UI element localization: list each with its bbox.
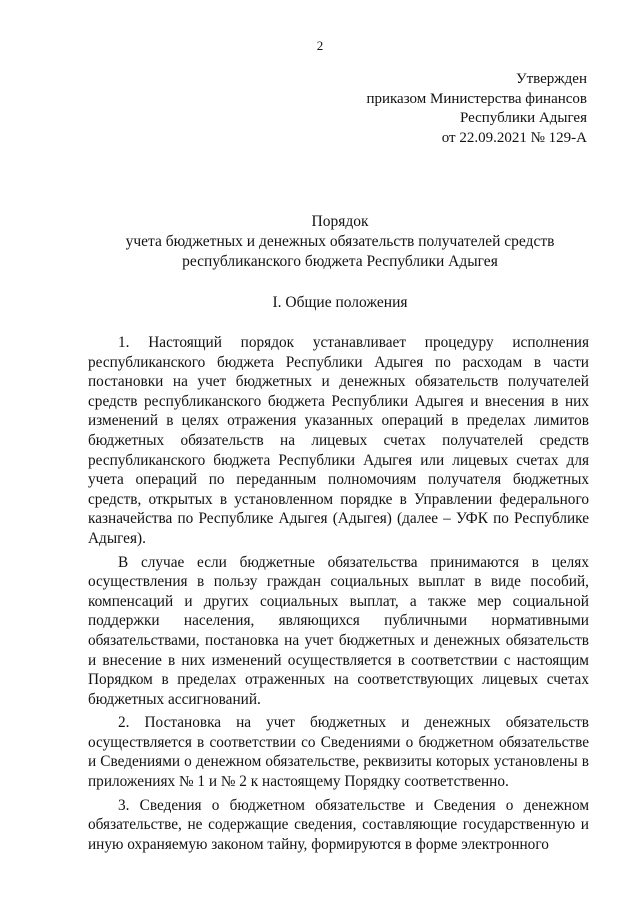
paragraph: 2. Постановка на учет бюджетных и денежных обязательств осуществляется в соответствии со Сведениями о бюджетном обязательстве и Сведениями о денежном обязательстве, реквизиты которых установлены в приложениях № 1 и № 2 к настоящему Порядку соответственно. (88, 714, 589, 791)
paragraph: 3. Сведения о бюджетном обязательстве и Сведения о денежном обязательстве, не содержащие сведения, составляющие государственную и иную охраняемую законом тайну, формируются в форме электронного (88, 796, 589, 853)
approval-line: Республики Адыгея (459, 110, 587, 126)
approval-stamp (366, 70, 587, 148)
title-line: учета бюджетных и денежных обязательств получателей средств (125, 233, 555, 250)
paragraph: 1. Настоящий порядок устанавливает процедуру исполнения республиканского бюджета Республики Адыгея по расходам в части постановки на учет бюджетных и денежных обязательств получателей средств республиканского бюджета Республики Адыгея и внесения в них изменений в целях отражения указанных операций в пределах лимитов бюджетных обязательств на лицевых счетах получателей средств республиканского бюджета Республики Адыгея или лицевых счетах для учета операций по переданным полномочиям получателя бюджетных средств, открытых в установленном порядке в Управлении федерального казначейства по Республике Адыгея (Адыгея) (далее – УФК по Республике Адыгея). (88, 334, 589, 547)
approval-line: от 22.09.2021 № 129-А (441, 129, 587, 146)
paragraph: В случае если бюджетные обязательства принимаются в целях осуществления в пользу граждан социальных выплат в виде пособий, компенсаций и других социальных выплат, а также мер социальной поддержки населения, являющихся публичными нормативными обязательствами, постановка на учет бюджетных и денежных обязательств и внесение в них изменений осуществляется в соответствии с настоящим Порядком в пределах отраженных на соответствующих лицевых счетах бюджетных ассигнований. (88, 553, 589, 708)
approval-line: Утвержден (515, 71, 587, 87)
section-heading: I. Общие положения (272, 294, 408, 311)
approval-line: приказом Министерства финансов (366, 90, 587, 107)
document-body (88, 333, 589, 858)
document-title (60, 212, 620, 272)
page-number: 2 (316, 38, 324, 53)
title-line: республиканского бюджета Республики Адыгея (182, 253, 498, 270)
title-line: Порядок (311, 213, 369, 230)
